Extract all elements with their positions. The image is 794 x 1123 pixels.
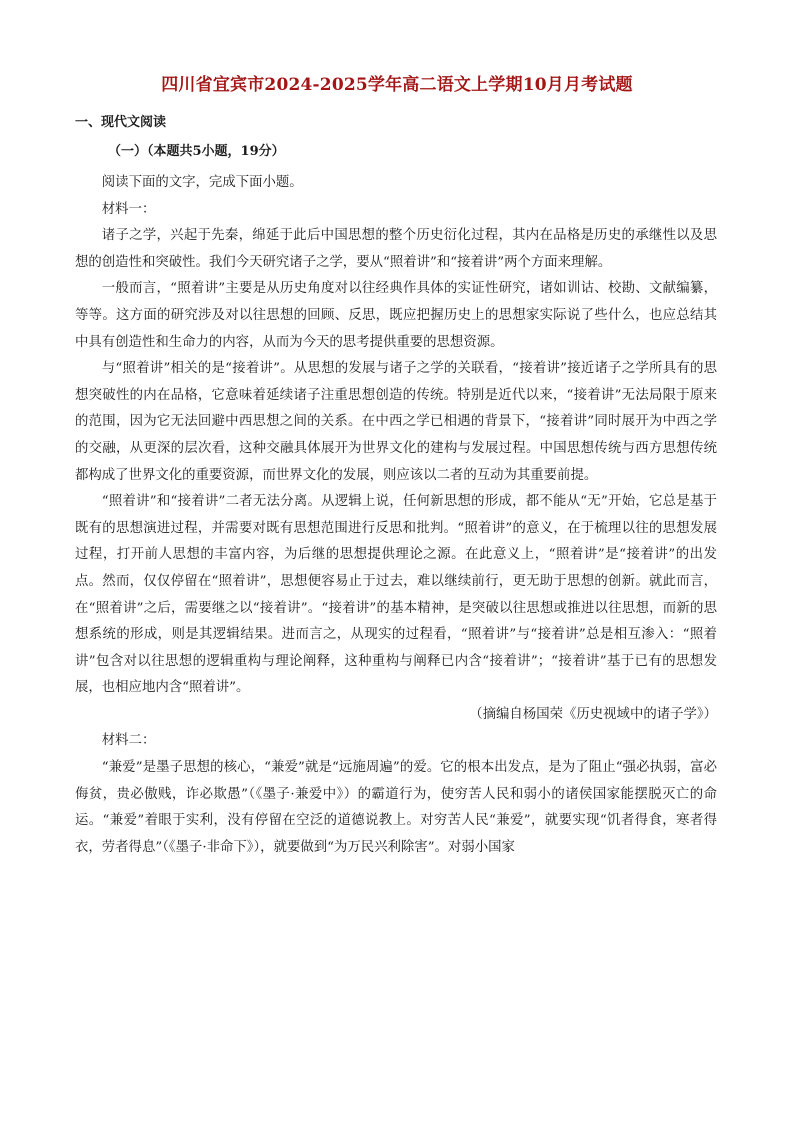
material-label: 材料一：: [101, 201, 156, 217]
subsection-heading: （一）（本题共5小题，19分）: [108, 144, 285, 159]
paragraph: 诸子之学，兴起于先秦，绵延于此后中国思想的整个历史衍化过程，其内在品格是历史的承继性以及思想的创造性和突破性。我们今天研究诸子之学，要从“照着讲”和“接着讲”两个方面来理解。: [75, 228, 717, 270]
paragraph: “兼爱”是墨子思想的核心，“兼爱”就是“远施周遍”的爱。它的根本出发点，是为了阻止“强必执弱，富必侮贫，贵必傲贱，诈必欺愚”（《墨子·兼爱中》）的霸道行为，使穷苦人民和弱小的诸侯国家能摆脱灭亡的命运。“兼爱”着眼于实利，没有停留在空泛的道德说教上。对穷苦人民“兼爱”，就要实现“饥者得食，寒者得衣，劳者得息”（《墨子·非命下》），就要做到“为万民兴利除害”。对弱小国家: [75, 760, 717, 855]
paragraph: 一般而言，“照着讲”主要是从历史角度对以往经典作具体的实证性研究，诸如训诂、校勘、文献编纂，等等。这方面的研究涉及对以往思想的回顾、反思，既应把握历史上的思想家实际说了些什么，也应总结其中具有创造性和生命力的内容，从而为今天的思考提供重要的思想资源。: [75, 281, 717, 350]
source-citation: （摘编自杨国荣《历史视域中的诸子学》）: [469, 706, 717, 722]
document-body: [75, 170, 717, 861]
section-heading: 一、现代文阅读: [75, 115, 167, 130]
document-title: 四川省宜宾市2024-2025学年高二语文上学期10月月考试题: [161, 75, 633, 95]
paragraph: “照着讲”和“接着讲”二者无法分离。从逻辑上说，任何新思想的形成，都不能从“无”开始，它总是基于既有的思想演进过程，并需要对既有思想范围进行反思和批判。“照着讲”的意义，在于梳理以往的思想发展过程，打开前人思想的丰富内容，为后继的思想提供理论之源。在此意义上，“照着讲”是“接着讲”的出发点。然而，仅仅停留在“照着讲”，思想便容易止于过去，难以继续前行，更无助于思想的创新。就此而言，在“照着讲”之后，需要继之以“接着讲”。“接着讲”的基本精神，是突破以往思想或推进以往思想，而新的思想系统的形成，则是其逻辑结果。进而言之，从现实的过程看，“照着讲”与“接着讲”总是相互渗入：“照着讲”包含对以往思想的逻辑重构与理论阐释，这种重构与阐释已内含“接着讲”；“接着讲”基于已有的思想发展，也相应地内含“照着讲”。: [75, 494, 717, 696]
paragraph: 与“照着讲”相关的是“接着讲”。从思想的发展与诸子之学的关联看，“接着讲”接近诸子之学所具有的思想突破性的内在品格，它意味着延续诸子注重思想创造的传统。特别是近代以来，“接着讲”无法局限于原来的范围，因为它无法回避中西思想之间的关系。在中西之学已相遇的背景下，“接着讲”同时展开为中西之学的交融，从更深的层次看，这种交融具体展开为世界文化的建构与发展过程。中国思想传统与西方思想传统都构成了世界文化的重要资源，而世界文化的发展，则应该以二者的互动为其重要前提。: [75, 361, 717, 483]
instruction-text: 阅读下面的文字，完成下面小题。: [101, 175, 303, 190]
material-label: 材料二：: [101, 733, 156, 749]
